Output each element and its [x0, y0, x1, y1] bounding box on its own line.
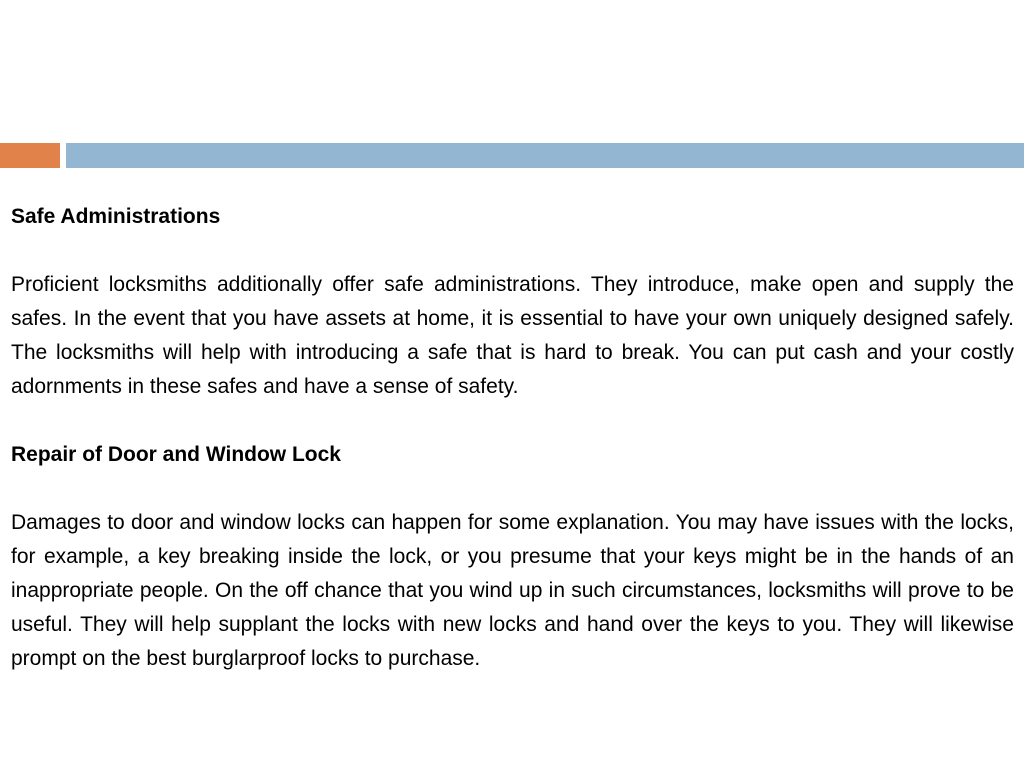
- section-heading-safe-administrations: Safe Administrations: [11, 205, 221, 228]
- section-heading-door-window-lock: Repair of Door and Window Lock: [11, 443, 341, 466]
- section-body-door-window-lock: Damages to door and window locks can happen for some explanation. You may have issues with the locks, for example, a key breaking inside the lock, or you presume that your keys might be in the hands of an inappropriate people. On the off chance that you wind up in such circumstances, locksmiths will prove to be useful. They will help supplant the locks with new locks and hand over the keys to you. They will likewise prompt on the best burglarproof locks to purchase.: [11, 511, 1014, 670]
- header-bar: [66, 143, 1024, 168]
- slide-content: [11, 200, 1014, 710]
- section-body-safe-administrations: Proficient locksmiths additionally offer safe administrations. They introduce, make open and supply the safes. In the event that you have assets at home, it is essential to have your own uniquely designed safely. The locksmiths will help with introducing a safe that is hard to break. You can put cash and your costly adornments in these safes and have a sense of safety.: [11, 273, 1014, 398]
- accent-bar: [0, 143, 60, 168]
